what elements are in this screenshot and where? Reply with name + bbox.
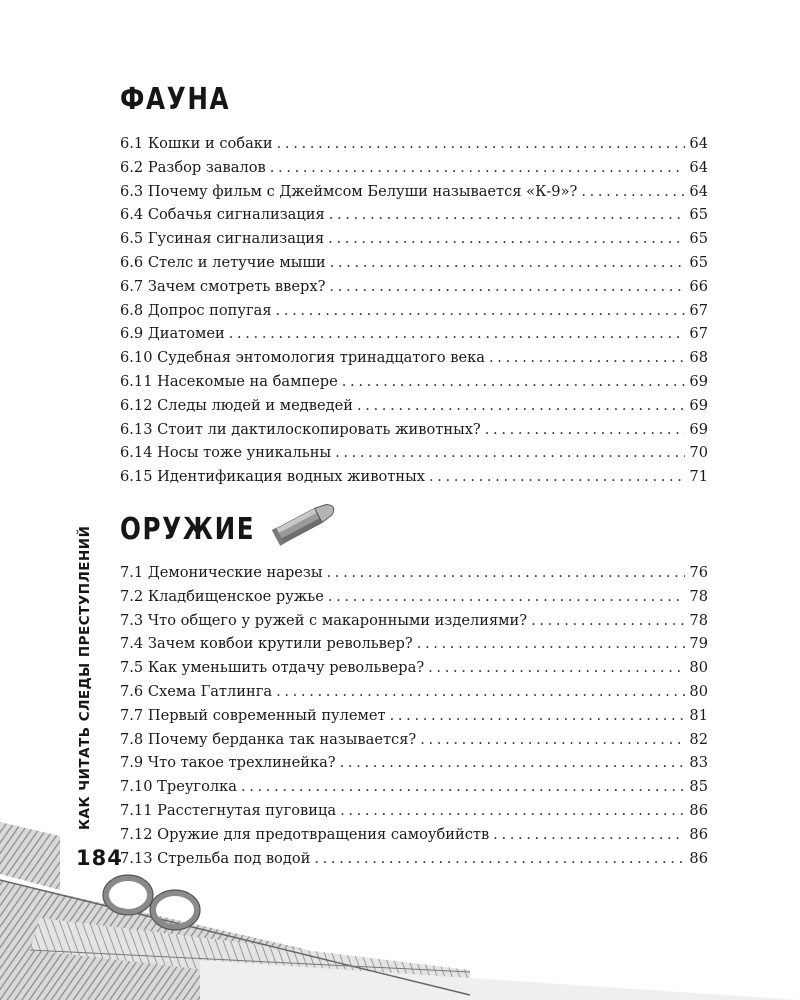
toc-entry [120,251,708,275]
dot-leader [229,322,686,346]
dot-leader [429,465,685,489]
toc-entry-title: 7.1 Демонические нарезы [120,564,323,581]
toc-entry-title: 6.10 Судебная энтомология тринадцатого века [120,349,485,367]
toc-entry-title: 6.13 Стоит ли дактилоскопировать животных? [120,420,481,438]
toc-entry-page: 86 [689,801,708,819]
page-number: 184 [76,846,123,870]
toc-entry [120,465,708,489]
toc-entry-title: 7.10 Треуголка [120,778,237,796]
toc-entry-page: 81 [689,706,708,724]
toc-entry-title: 6.7 Зачем смотреть вверх? [120,277,326,295]
dot-leader [417,632,686,656]
toc-entry-title: 6.1 Кошки и собаки [120,135,273,152]
toc-entry-title: 6.9 Диатомеи [120,325,225,343]
toc-entry-title: 6.11 Насекомые на бампере [120,372,338,390]
dot-leader [327,561,686,585]
toc-entry [120,632,708,656]
dot-leader [328,227,685,251]
dot-leader [241,775,685,799]
toc-entry-page: 76 [689,564,708,581]
toc-entry [120,656,708,680]
dot-leader [342,370,686,394]
toc-entry-page: 86 [689,825,708,843]
toc-entry-page: 69 [689,372,708,390]
toc-entry-title: 7.2 Кладбищенское ружье [120,587,324,605]
dot-leader [328,585,686,609]
toc-entry-title: 7.6 Схема Гатлинга [120,682,273,700]
toc-entry-title: 6.14 Носы тоже уникальны [120,444,332,462]
dot-leader [340,751,686,775]
toc-entry [120,561,708,585]
dot-leader [329,275,685,299]
dot-leader [428,656,685,680]
toc-entry [120,180,708,204]
toc-entry [120,370,708,394]
dot-leader [420,728,685,752]
dot-leader [330,251,686,275]
toc-entry-page: 71 [689,468,708,486]
toc-entry-title: 6.15 Идентификация водных животных [120,468,425,486]
toc-entry-title: 7.13 Стрельба под водой [120,849,311,867]
toc-entry-page: 65 [689,230,708,248]
dot-leader [531,609,685,633]
dot-leader [329,203,686,227]
toc-entry-page: 67 [689,301,708,319]
toc-entry-page: 64 [689,182,708,200]
toc-entry-title: 6.8 Допрос попугая [120,301,272,319]
dot-leader [581,180,685,204]
toc-entry-page: 66 [689,277,708,295]
toc-entry [120,775,708,799]
dot-leader [489,346,685,370]
toc-entry [120,299,708,323]
toc-entry-title: 7.7 Первый современный пулемет [120,706,386,724]
toc-entry-title: 7.3 Что общего у ружей с макаронными изделиями? [120,611,528,629]
toc-entry-title: 6.3 Почему фильм с Джеймсом Белуши называется «К-9»? [120,182,578,200]
toc-entry [120,680,708,704]
toc-entry [120,156,708,180]
toc-entry-page: 86 [689,849,708,867]
toc-entry [120,441,708,465]
toc-entry-page: 82 [689,730,708,748]
toc-entry-page: 78 [689,587,708,605]
toc-entry [120,346,708,370]
toc-entry-page: 79 [689,635,708,653]
toc-entry [120,227,708,251]
toc-entry-page: 69 [689,396,708,414]
toc-entry [120,704,708,728]
toc-entry-page: 69 [689,420,708,438]
toc-entry-page: 70 [689,444,708,462]
toc-entry-title: 7.9 Что такое трехлинейка? [120,754,336,772]
toc-entry [120,728,708,752]
toc-entry-title: 6.6 Стелс и летучие мыши [120,253,326,271]
toc-entry-title: 7.5 Как уменьшить отдачу револьвера? [120,659,425,677]
toc-entry-page: 80 [689,682,708,700]
dot-leader [485,418,686,442]
toc-entry-title: 7.8 Почему берданка так называется? [120,730,417,748]
toc-entry-title: 7.11 Расстегнутая пуговица [120,801,337,819]
running-head: КАК ЧИТАТЬ СЛЕДЫ ПРЕСТУПЛЕНИЙ [77,525,93,830]
toc-entry-title: 6.12 Следы людей и медведей [120,396,353,414]
toc-entry [120,751,708,775]
toc-entry-page: 85 [689,778,708,796]
toc-entry-page: 65 [689,206,708,224]
toc-list-fauna [120,132,708,489]
toc-entry-title: 6.4 Собачья сигнализация [120,206,325,224]
toc-entry-title: 7.4 Зачем ковбои крутили револьвер? [120,635,413,653]
toc-entry-page: 83 [689,754,708,772]
dot-leader [276,680,685,704]
toc-entry-page: 78 [689,611,708,629]
bullet-cartridge-icon [266,494,346,550]
toc-entry [120,322,708,346]
handcuffs-tape-art [0,800,800,1000]
toc-entry [120,585,708,609]
toc-entry-title: 6.2 Разбор завалов [120,158,266,176]
toc-entry [120,203,708,227]
toc-entry-title: 6.5 Гусиная сигнализация [120,230,325,248]
toc-entry [120,132,708,156]
dot-leader [335,441,685,465]
toc-entry [120,418,708,442]
toc-entry [120,394,708,418]
dot-leader [270,156,686,180]
toc-entry [120,609,708,633]
dot-leader [276,299,686,323]
toc-entry [120,275,708,299]
toc-entry-page: 68 [689,349,708,367]
toc-entry-page: 64 [689,158,708,176]
dot-leader [357,394,685,418]
section-title-weapons: ОРУЖИЕ [120,512,256,547]
toc-entry-title: 7.12 Оружие для предотвращения самоубийств [120,825,490,843]
toc-entry-page: 64 [689,135,708,152]
dot-leader [390,704,686,728]
dot-leader [277,132,686,156]
section-title-fauna: ФАУНА [120,82,231,117]
toc-entry-page: 67 [689,325,708,343]
toc-entry-page: 65 [689,253,708,271]
toc-entry-page: 80 [689,659,708,677]
